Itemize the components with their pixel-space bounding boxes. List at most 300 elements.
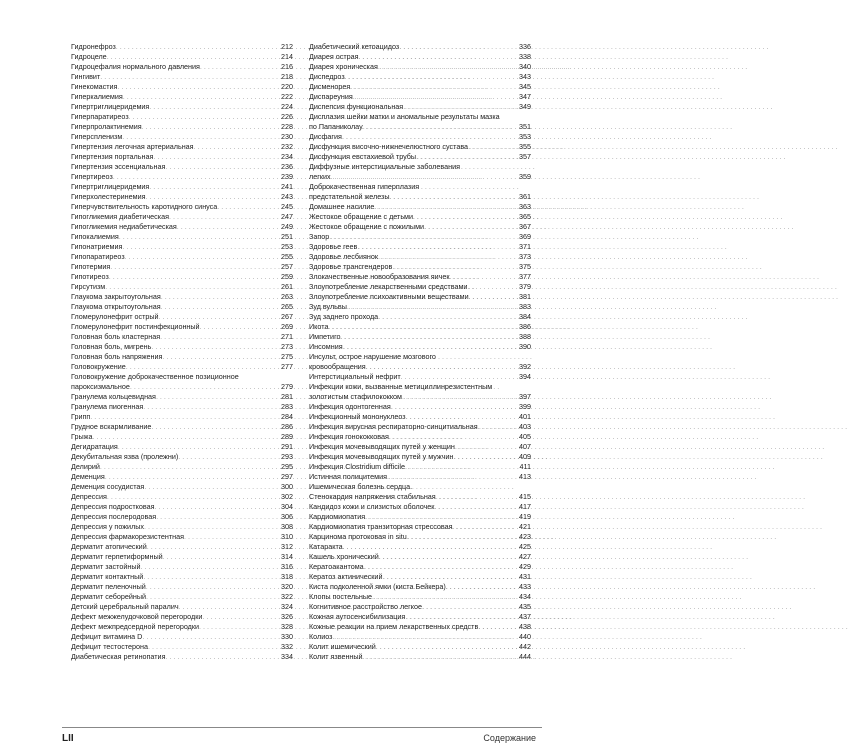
toc-entry-title: Диффузные интерстициальные заболевания [309, 162, 460, 171]
toc-entry [309, 382, 531, 402]
toc-entry-page: 383 [519, 302, 531, 311]
toc-entry-page: 397 [519, 392, 531, 401]
toc-entry [71, 432, 293, 442]
toc-entry-page: 249 [281, 222, 293, 231]
dot-leader [123, 92, 279, 102]
toc-entry-title: Дефект межжелудочковой перегородки [71, 612, 203, 621]
toc-entry-page: 349 [519, 102, 531, 111]
toc-entry [71, 92, 293, 102]
toc-entry-page: 224 [281, 102, 293, 111]
toc-entry-title: Депрессия у пожилых [71, 522, 145, 531]
toc-entry-title: Инфекция Clostridium difficile [309, 462, 405, 471]
dot-leader [119, 232, 279, 242]
toc-entry-title: Гипонатриемия [71, 242, 123, 251]
toc-entry-page: 228 [281, 122, 293, 131]
toc-entry [71, 402, 293, 412]
toc-entry-page: 304 [281, 502, 293, 511]
toc-entry-page: 273 [281, 342, 293, 351]
dot-leader [146, 592, 279, 602]
toc-entry-title: Гипогликемия диабетическая [71, 212, 169, 221]
toc-entry [71, 482, 293, 492]
toc-entry-line [309, 362, 531, 372]
toc-entry-page: 377 [519, 272, 531, 281]
toc-entry-page: 425 [519, 542, 531, 551]
toc-entry-title: Инфекция вирусная респираторно-синцитиальная [309, 422, 478, 431]
toc-entry-page: 326 [281, 612, 293, 621]
toc-entry-title: Колит язвенный [309, 652, 363, 661]
toc-entry-page: 381 [519, 292, 531, 301]
toc-entry-page: 281 [281, 392, 293, 401]
toc-entry [309, 232, 531, 242]
toc-entry-title: Гидроцефалия нормального давления [71, 62, 200, 71]
toc-entry-title: Детский церебральный паралич [71, 602, 179, 611]
toc-entry-title-cont: пароксизмальное [71, 382, 130, 391]
toc-entry [309, 242, 531, 252]
toc-entry [71, 652, 293, 662]
toc-entry [309, 202, 531, 212]
toc-entry-page: 261 [281, 282, 293, 291]
toc-entry-title: Грыжа [71, 432, 93, 441]
toc-entry-page: 444 [519, 652, 531, 661]
toc-entry-title: Диспепсия функциональная [309, 102, 404, 111]
toc-entry [309, 602, 531, 612]
toc-entry-title: Гранулема пиогенная [71, 402, 144, 411]
toc-entry-title: Инфекция мочевыводящих путей у мужчин [309, 452, 454, 461]
toc-entry-title: Глаукома открытоугольная [71, 302, 161, 311]
toc-entry-page: 324 [281, 602, 293, 611]
toc-entry-title: Гипопаратиреоз [71, 252, 125, 261]
dot-leader [160, 332, 279, 342]
dot-leader [165, 162, 279, 172]
dot-leader [453, 522, 517, 532]
toc-entry-title: Депрессия фармакорезистентная [71, 532, 184, 541]
toc-entry [309, 452, 531, 462]
toc-entry-title: Гиперкалиемия [71, 92, 123, 101]
toc-entry-title: Инфекция одонтогенная [309, 402, 391, 411]
toc-entry-title: Зуд заднего прохода [309, 312, 379, 321]
dot-leader [364, 562, 517, 572]
toc-entry-title: Инфекционный мононуклеоз [309, 412, 406, 421]
toc-entry-title: Головокружение доброкачественное позиционное [71, 372, 239, 381]
toc-entry [71, 332, 293, 342]
toc-entry-title: Дерматит пеленочный [71, 582, 146, 591]
toc-entry [71, 622, 293, 632]
dot-leader [105, 282, 279, 292]
toc-entry-page: 320 [281, 582, 293, 591]
dot-leader [453, 452, 517, 462]
toc-entry [71, 262, 293, 272]
toc-right-column [309, 42, 531, 662]
toc-entry-title: Запор [309, 232, 330, 241]
dot-leader [199, 622, 279, 632]
toc-entry-page: 427 [519, 552, 531, 561]
dot-leader [125, 252, 279, 262]
dot-leader [366, 362, 517, 372]
toc-entry-line [309, 492, 531, 502]
toc-entry-title: Дерматит застойный [71, 562, 141, 571]
toc-entry-title: Дефицит витамина D [71, 632, 143, 641]
toc-entry [309, 522, 531, 532]
dot-leader [363, 122, 517, 132]
dot-leader [413, 212, 517, 222]
dot-leader [363, 652, 517, 662]
toc-entry-page: 236 [281, 162, 293, 171]
toc-entry-page: 375 [519, 262, 531, 271]
toc-entry-page: 369 [519, 232, 531, 241]
dot-leader [142, 122, 279, 132]
toc-entry-page: 263 [281, 292, 293, 301]
toc-entry-page: 245 [281, 202, 293, 211]
dot-leader [153, 152, 279, 162]
toc-entry-page: 340 [519, 62, 531, 71]
dot-leader [142, 632, 279, 642]
toc-entry [71, 152, 293, 162]
toc-entry-title: Дерматит герпетиформный [71, 552, 163, 561]
dot-leader [202, 612, 279, 622]
toc-entry [71, 562, 293, 572]
dot-leader [347, 302, 517, 312]
toc-entry-page: 284 [281, 412, 293, 421]
dot-leader [149, 102, 279, 112]
toc-entry-title: Гиперспленизм [71, 132, 123, 141]
toc-entry-page: 314 [281, 552, 293, 561]
dot-leader [450, 272, 517, 282]
dot-leader [156, 512, 279, 522]
dot-leader [350, 82, 517, 92]
toc-entry-page: 355 [519, 142, 531, 151]
toc-entry-title: Злокачественные новообразования яичек [309, 272, 450, 281]
dot-leader [117, 82, 279, 92]
toc-entry [71, 122, 293, 132]
toc-entry-page: 255 [281, 252, 293, 261]
toc-entry-title: Дегидратация [71, 442, 118, 451]
dot-leader [217, 202, 279, 212]
toc-entry-line [309, 192, 531, 202]
dot-leader [126, 362, 279, 372]
toc-entry [71, 632, 293, 642]
toc-entry [71, 442, 293, 452]
toc-entry-title: Инфекция мочевыводящих путей у женщин [309, 442, 455, 451]
dot-leader [378, 312, 517, 322]
toc-entry-page: 318 [281, 572, 293, 581]
toc-entry-title: Глаукома закрытоугольная [71, 292, 161, 301]
dot-leader [116, 42, 279, 52]
toc-entry-page: 212 [281, 42, 293, 51]
toc-entry-title: Деменция [71, 472, 105, 481]
dot-leader [118, 442, 279, 452]
dot-leader [178, 452, 279, 462]
dot-leader [467, 282, 517, 292]
toc-entry-title: Катаракта [309, 542, 343, 551]
dot-leader [100, 462, 279, 472]
dot-leader [399, 42, 517, 52]
toc-entry-page: 234 [281, 152, 293, 161]
toc-entry-page: 302 [281, 492, 293, 501]
toc-entry-page: 409 [519, 452, 531, 461]
toc-entry [71, 202, 293, 212]
toc-entry [71, 222, 293, 232]
toc-entry-title: Депрессия послеродовая [71, 512, 157, 521]
toc-entry [309, 632, 531, 642]
toc-entry-title: Депрессия подростковая [71, 502, 155, 511]
toc-entry-page: 371 [519, 242, 531, 251]
toc-entry [71, 112, 293, 122]
dot-leader [177, 222, 279, 232]
dot-leader [407, 532, 517, 542]
toc-entry [71, 642, 293, 652]
toc-entry [71, 512, 293, 522]
section-title: Содержание [483, 733, 536, 743]
dot-leader [143, 572, 279, 582]
toc-entry [71, 312, 293, 322]
toc-entry-line [71, 382, 293, 392]
dot-leader [378, 252, 517, 262]
toc-entry-title: Диспедроз [309, 72, 345, 81]
toc-entry-page: 357 [519, 152, 531, 161]
toc-entry [309, 182, 531, 202]
toc-entry-page: 359 [519, 172, 531, 181]
toc-entry-page: 386 [519, 322, 531, 331]
toc-entry-title: Гирсутизм [71, 282, 106, 291]
toc-entry-page: 306 [281, 512, 293, 521]
toc-entry [309, 272, 531, 282]
toc-entry-title: Гипертриглицеридемия [71, 182, 150, 191]
toc-entry-title: Гипертензия портальная [71, 152, 154, 161]
dot-leader [184, 532, 279, 542]
toc-entry-title: Инсульт, острое нарушение мозгового [309, 352, 436, 361]
toc-entry [309, 82, 531, 92]
toc-entry [71, 172, 293, 182]
toc-entry [71, 162, 293, 172]
toc-entry [71, 182, 293, 192]
toc-entry-page: 415 [519, 492, 531, 501]
toc-entry-title: Дисплазия шейки матки и аномальные результаты мазка [309, 112, 500, 121]
toc-entry-title: Головная боль напряжения [71, 352, 163, 361]
toc-entry-page: 295 [281, 462, 293, 471]
toc-entry-page: 419 [519, 512, 531, 521]
toc-entry-line [309, 172, 531, 182]
dot-leader [200, 322, 279, 332]
dot-leader [165, 652, 279, 662]
dot-leader [359, 52, 517, 62]
toc-entry-page: 267 [281, 312, 293, 321]
toc-entry [71, 392, 293, 402]
toc-entry-title: Диарея острая [309, 52, 359, 61]
toc-entry [71, 552, 293, 562]
toc-entry-page: 297 [281, 472, 293, 481]
toc-entry [71, 102, 293, 112]
toc-entry-page: 437 [519, 612, 531, 621]
toc-entry-page: 379 [519, 282, 531, 291]
toc-entry [309, 222, 531, 232]
toc-entry-title: Здоровье лесбиянок [309, 252, 379, 261]
toc-entry-page: 222 [281, 92, 293, 101]
toc-entry [71, 422, 293, 432]
toc-entry-page: 440 [519, 632, 531, 641]
toc-entry [309, 592, 531, 602]
toc-entry [71, 342, 293, 352]
toc-entry-title: Гипокалиемия [71, 232, 119, 241]
toc-entry [71, 532, 293, 542]
dot-leader [100, 72, 279, 82]
toc-entry-page: 312 [281, 542, 293, 551]
toc-entry [309, 372, 531, 382]
toc-entry-title: Кандидоз кожи и слизистых оболочек [309, 502, 435, 511]
dot-leader [365, 512, 517, 522]
toc-entry-title: Импетиго [309, 332, 341, 341]
dot-leader [390, 192, 517, 202]
dot-leader [402, 392, 517, 402]
toc-entry-title: Грипп [71, 412, 91, 421]
toc-entry-page: 293 [281, 452, 293, 461]
dot-leader [200, 62, 279, 72]
dot-leader [424, 222, 517, 232]
toc-entry-title: Кожная аутосенсибилизация [309, 612, 406, 621]
toc-entry [309, 512, 531, 522]
dot-leader [357, 242, 517, 252]
dot-leader [436, 492, 517, 502]
toc-entry [309, 352, 531, 372]
toc-entry-title: Гломерулонефрит постинфекционный [71, 322, 200, 331]
toc-entry-page: 218 [281, 72, 293, 81]
dot-leader [392, 262, 517, 272]
toc-entry [71, 322, 293, 332]
toc-entry [309, 72, 531, 82]
toc-entry [71, 572, 293, 582]
toc-entry-page: 417 [519, 502, 531, 511]
dot-leader [146, 582, 279, 592]
toc-entry-title: Гиперпаратиреоз [71, 112, 129, 121]
toc-entry-title: Дерматит себорейный [71, 592, 147, 601]
toc-entry [309, 42, 531, 52]
dot-leader [446, 582, 517, 592]
toc-entry-page: 390 [519, 342, 531, 351]
toc-entry [71, 542, 293, 552]
toc-entry-line [309, 392, 531, 402]
dot-leader [151, 342, 279, 352]
dot-leader [382, 572, 517, 582]
toc-entry-title: Гиперхолестеринемия [71, 192, 146, 201]
toc-entry-title: Когнитивное расстройство легкое [309, 602, 423, 611]
toc-entry-title: Колит ишемический [309, 642, 376, 651]
toc-entry-title: Домашнее насилие [309, 202, 375, 211]
toc-entry-page: 328 [281, 622, 293, 631]
toc-entry [71, 582, 293, 592]
toc-entry [71, 232, 293, 242]
toc-entry-page: 275 [281, 352, 293, 361]
toc-entry [309, 402, 531, 412]
dot-leader [403, 102, 517, 112]
toc-entry [309, 422, 531, 432]
toc-entry-line [309, 122, 531, 132]
toc-entry [309, 162, 531, 182]
dot-leader [374, 202, 517, 212]
toc-entry-page: 265 [281, 302, 293, 311]
toc-entry-title: Гингивит [71, 72, 101, 81]
toc-entry-title: Злоупотребление психоактивными веществами [309, 292, 469, 301]
toc-entry [71, 212, 293, 222]
toc-entry [71, 62, 293, 72]
toc-entry-page: 279 [281, 382, 293, 391]
toc-entry [71, 142, 293, 152]
toc-entry-page: 239 [281, 172, 293, 181]
toc-entry-page: 394 [519, 372, 531, 381]
toc-entry-page: 269 [281, 322, 293, 331]
toc-entry [309, 312, 531, 322]
toc-entry-title: Диарея хроническая [309, 62, 378, 71]
toc-entry [309, 612, 531, 622]
toc-entry [309, 302, 531, 312]
toc-entry-title: Головокружение [71, 362, 126, 371]
dot-leader [122, 132, 279, 142]
toc-entry-page: 384 [519, 312, 531, 321]
toc-entry-title: Инфекция гонококковая [309, 432, 389, 441]
toc-entry-page: 232 [281, 142, 293, 151]
dot-leader [107, 52, 279, 62]
toc-entry [71, 452, 293, 462]
dot-leader [406, 412, 517, 422]
toc-entry [309, 482, 531, 502]
toc-entry-title: Гипертиреоз [71, 172, 113, 181]
toc-entry-page: 310 [281, 532, 293, 541]
toc-entry-page: 403 [519, 422, 531, 431]
toc-entry-page: 271 [281, 332, 293, 341]
toc-entry-page: 438 [519, 622, 531, 631]
toc-entry-page: 401 [519, 412, 531, 421]
toc-entry [71, 242, 293, 252]
toc-entry-title: Зуд вульвы [309, 302, 347, 311]
dot-leader [109, 272, 279, 282]
toc-entry [309, 102, 531, 112]
toc-entry-title: Дерматит атопический [71, 542, 147, 551]
toc-entry-title: Инсомния [309, 342, 343, 351]
dot-leader [343, 342, 517, 352]
toc-entry-page: 343 [519, 72, 531, 81]
toc-entry [71, 602, 293, 612]
toc-entry-page: 338 [519, 52, 531, 61]
toc-entry [309, 462, 531, 472]
toc-entry-page: 253 [281, 242, 293, 251]
toc-entry [71, 502, 293, 512]
toc-entry-page: 220 [281, 82, 293, 91]
toc-entry-title: Головная боль кластерная [71, 332, 161, 341]
toc-entry-title: Дисменорея [309, 82, 351, 91]
toc-entry-title: Здоровье геев [309, 242, 358, 251]
toc-entry-title: Гипертензия эссенциальная [71, 162, 166, 171]
toc-entry [71, 272, 293, 282]
dot-leader [161, 302, 279, 312]
toc-entry-title-cont: по Папаниколау [309, 122, 363, 131]
toc-entry-page: 247 [281, 212, 293, 221]
dot-leader [342, 132, 517, 142]
dot-leader [345, 72, 517, 82]
toc-entry-page: 407 [519, 442, 531, 451]
toc-entry-title: Кожные реакции на прием лекарственных средств [309, 622, 479, 631]
toc-entry-page: 214 [281, 52, 293, 61]
toc-entry-title: Колиоз [309, 632, 333, 641]
dot-leader [422, 602, 517, 612]
toc-entry [309, 532, 531, 542]
dot-leader [331, 172, 517, 182]
toc-entry-title: Диабетическая ретинопатия [71, 652, 166, 661]
dot-leader [156, 392, 279, 402]
toc-entry-title: Дефект межпредсердной перегородки [71, 622, 200, 631]
toc-entry-page: 257 [281, 262, 293, 271]
toc-entry-page: 442 [519, 642, 531, 651]
toc-entry [309, 282, 531, 292]
toc-entry-page: 336 [519, 42, 531, 51]
toc-entry-title: Грудное вскармливание [71, 422, 152, 431]
